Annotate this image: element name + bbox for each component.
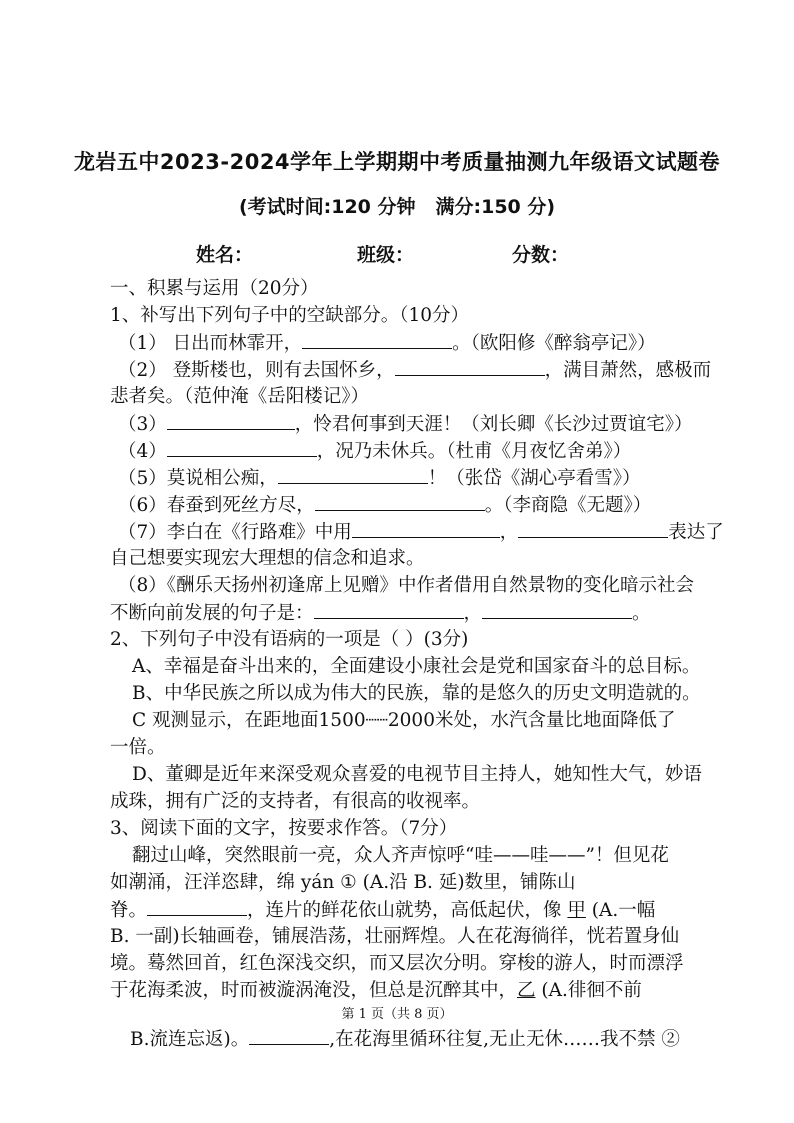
question-1-prompt: 1、补写出下列句子中的空缺部分。（10分） xyxy=(110,305,470,326)
marker-yi: 乙 xyxy=(517,980,536,1001)
q2-option-c: C 观测显示，在距地面1500┈┈2000米处，水汽含量比地面降低了 xyxy=(132,710,676,731)
q3-passage-line: 境。蓦然回首，红色深浅交织，而又层次分明。穿梭的游人，时而漂浮 xyxy=(110,953,684,974)
answer-blank[interactable] xyxy=(395,356,545,376)
q3-passage-line: B. 一副)长轴画卷，铺展浩荡，壮丽辉煌。人在花海徜徉，恍若置身仙 xyxy=(110,926,680,947)
q2-option-b: B、中华民族之所以成为伟大的民族，靠的是悠久的历史文明造就的。 xyxy=(132,683,701,704)
q1-item-8: （8）《酬乐天扬州初逢席上见赠》中作者借用自然景物的变化暗示社会 xyxy=(118,575,695,596)
answer-blank[interactable] xyxy=(314,599,464,619)
exam-time: (考试时间:120 分钟 xyxy=(238,196,416,218)
q1-item-1: （1） 日出而林霏开， 。（欧阳修《醉翁亭记》） xyxy=(110,329,758,356)
q1-item-4: （4） ，况乃未休兵。（杜甫《月夜忆舍弟》） xyxy=(110,437,758,464)
answer-blank[interactable] xyxy=(518,518,668,538)
q1-item-2-cont: 悲者矣。（范仲淹《岳阳楼记》） xyxy=(110,386,370,407)
q3-passage-line: 如潮涌，汪洋恣肆，绵 yán ① (A.沿 B. 延)数里，铺陈山 xyxy=(110,872,576,893)
q1-item-8-cont: 不断向前发展的句子是： ， 。 xyxy=(110,599,758,626)
score-label: 分数： xyxy=(512,244,570,266)
answer-blank[interactable] xyxy=(167,437,317,457)
question-2-prompt: 2、下列句子中没有语病的一项是（ ）(3分) xyxy=(110,629,469,650)
exam-subtitle xyxy=(0,192,794,219)
section-heading: 一、积累与运用（20分） xyxy=(110,278,319,299)
q3-passage-line: 翻过山峰，突然眼前一亮，众人齐声惊呼“哇——哇——”！但见花 xyxy=(132,845,669,866)
q1-item-6: （6）春蚕到死丝方尽， 。（李商隐《无题》） xyxy=(110,491,758,518)
answer-blank[interactable] xyxy=(482,599,632,619)
q2-option-d-cont: 成珠，拥有广泛的支持者，有很高的收视率。 xyxy=(110,791,481,812)
answer-blank[interactable] xyxy=(278,464,428,484)
answer-blank[interactable] xyxy=(315,491,485,511)
class-label: 班级： xyxy=(357,244,415,266)
marker-jia: 甲 xyxy=(567,900,586,921)
q2-option-c-cont: 一倍。 xyxy=(110,737,166,758)
exam-total-score: 满分:150 分) xyxy=(435,196,556,218)
answer-blank[interactable] xyxy=(147,896,247,916)
answer-blank[interactable] xyxy=(249,1025,329,1045)
q1-item-3: （3） ，怜君何事到天涯！（刘长卿《长沙过贾谊宅》） xyxy=(110,410,758,437)
page-footer: 第 1 页（共 8 页） xyxy=(341,1007,453,1022)
q1-item-2: （2） 登斯楼也，则有去国怀乡， ，满目萧然，感极而 xyxy=(110,356,758,383)
q2-option-a: A、幸福是奋斗出来的，全面建设小康社会是党和国家奋斗的总目标。 xyxy=(132,656,701,677)
q1-item-5: （5）莫说相公痴， ！（张岱《湖心亭看雪》） xyxy=(110,464,758,491)
q1-item-7: （7）李白在《行路难》中用 ， 表达了 xyxy=(110,518,758,545)
name-label: 姓名： xyxy=(196,244,254,266)
q2-option-d: D、董卿是近年来深受观众喜爱的电视节目主持人，她知性大气，妙语 xyxy=(132,764,702,785)
answer-blank[interactable] xyxy=(167,410,295,430)
answer-blank[interactable] xyxy=(302,329,452,349)
q3-passage-line: 于花海柔波，时而被漩涡淹没，但总是沉醉其中，乙 (A.徘徊不前 xyxy=(110,980,642,1001)
q1-item-7-cont: 自己想要实现宏大理想的信念和追求。 xyxy=(110,548,425,569)
q3-passage-line: 脊。 ，连片的鲜花依山就势，高低起伏，像 甲 (A.一幅 xyxy=(110,896,758,923)
exam-body xyxy=(110,275,758,1004)
exam-title: 龙岩五中2023-2024学年上学期期中考质量抽测九年级语文试题卷 xyxy=(73,150,721,174)
question-3-prompt: 3、阅读下面的文字，按要求作答。（7分） xyxy=(110,818,458,839)
answer-blank[interactable] xyxy=(352,518,500,538)
next-page-fragment: B.流连忘返)。 ,在花海里循环往复,无止无休……我不禁 ② xyxy=(130,1025,760,1051)
